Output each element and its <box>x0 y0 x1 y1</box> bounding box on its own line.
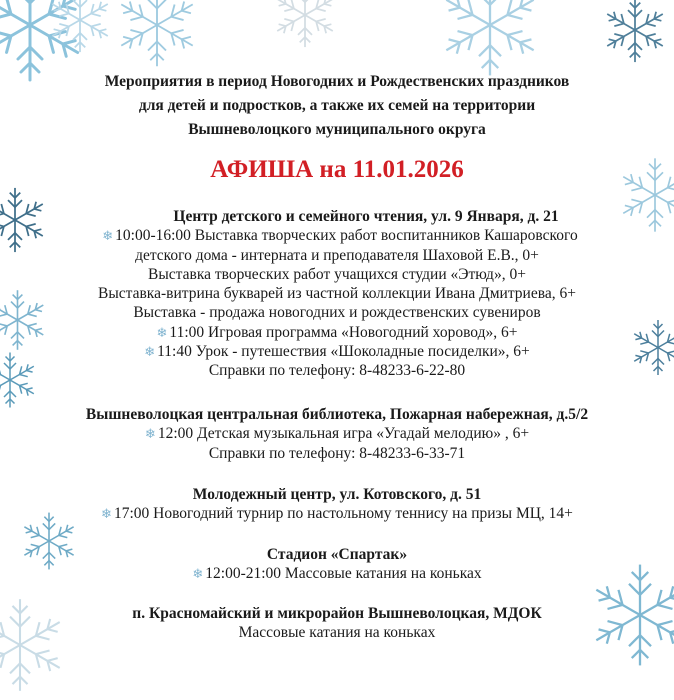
event-line: Выставка - продажа новогодних и рождественских сувениров <box>133 304 541 322</box>
event-line: Выставка-витрина букварей из частной коллекции Ивана Дмитриева, 6+ <box>98 285 576 303</box>
event-line: детского дома - интерната и преподавателя Шаховой Е.В., 0+ <box>135 246 539 264</box>
event-line: ❄ 10:00-16:00 Выставка творческих работ воспитанников Кашаровского <box>102 227 578 245</box>
poster-header <box>0 70 674 142</box>
venue-section-5 <box>0 604 674 643</box>
snowflake-icon: ❄ <box>156 324 168 340</box>
snowflake-icon: ❄ <box>101 506 112 522</box>
event-line: ❄ 17:00 Новогодний турнир по настольному теннису на призы МЦ, 14+ <box>101 505 573 523</box>
venue-section-4 <box>0 545 674 584</box>
afisha-title: АФИША на 11.01.2026 <box>210 156 464 183</box>
snowflake-icon: ❄ <box>144 426 156 442</box>
event-line: ❄ 11:40 Урок - путешествия «Шоколадные посиделки», 6+ <box>144 343 530 361</box>
event-line: ❄ 11:00 Игровая программа «Новогодний хоровод», 6+ <box>156 323 518 341</box>
header-line: для детей и подростков, а также их семей на территории <box>138 97 536 114</box>
phone-line: Справки по телефону: 8-48233-6-33-71 <box>208 444 466 462</box>
event-line: ❄ 12:00 Детская музыкальная игра «Угадай мелодию» , 6+ <box>144 425 530 443</box>
event-line: Массовые катания на коньках <box>238 624 436 642</box>
snowflake-icon: ❄ <box>144 344 156 360</box>
header-line: Вышневолоцкого муниципального округа <box>188 121 486 138</box>
event-line: Выставка творческих работ учащихся студии «Этюд», 0+ <box>148 265 526 283</box>
venue-title: п. Красномайский и микрорайон Вышневолоцкая, МДОК <box>132 605 542 622</box>
venue-title: Стадион «Спартак» <box>266 546 408 563</box>
phone-line: Справки по телефону: 8-48233-6-22-80 <box>208 362 466 380</box>
event-line: ❄ 12:00-21:00 Массовые катания на коньках <box>192 565 482 583</box>
venue-title: Вышневолоцкая центральная библиотека, Пожарная набережная, д.5/2 <box>85 406 589 423</box>
venue-section-3 <box>0 485 674 524</box>
header-line: Мероприятия в период Новогодних и Рождественских праздников <box>104 73 570 90</box>
snowflake-icon: ❄ <box>192 566 204 582</box>
venue-title: Центр детского и семейного чтения, ул. 9 Января, д. 21 <box>173 208 559 225</box>
snowflake-icon: ❄ <box>102 228 114 244</box>
venue-section-2 <box>0 405 674 463</box>
venue-title: Молодежный центр, ул. Котовского, д. 51 <box>192 486 482 503</box>
venue-section-1 <box>0 207 674 381</box>
